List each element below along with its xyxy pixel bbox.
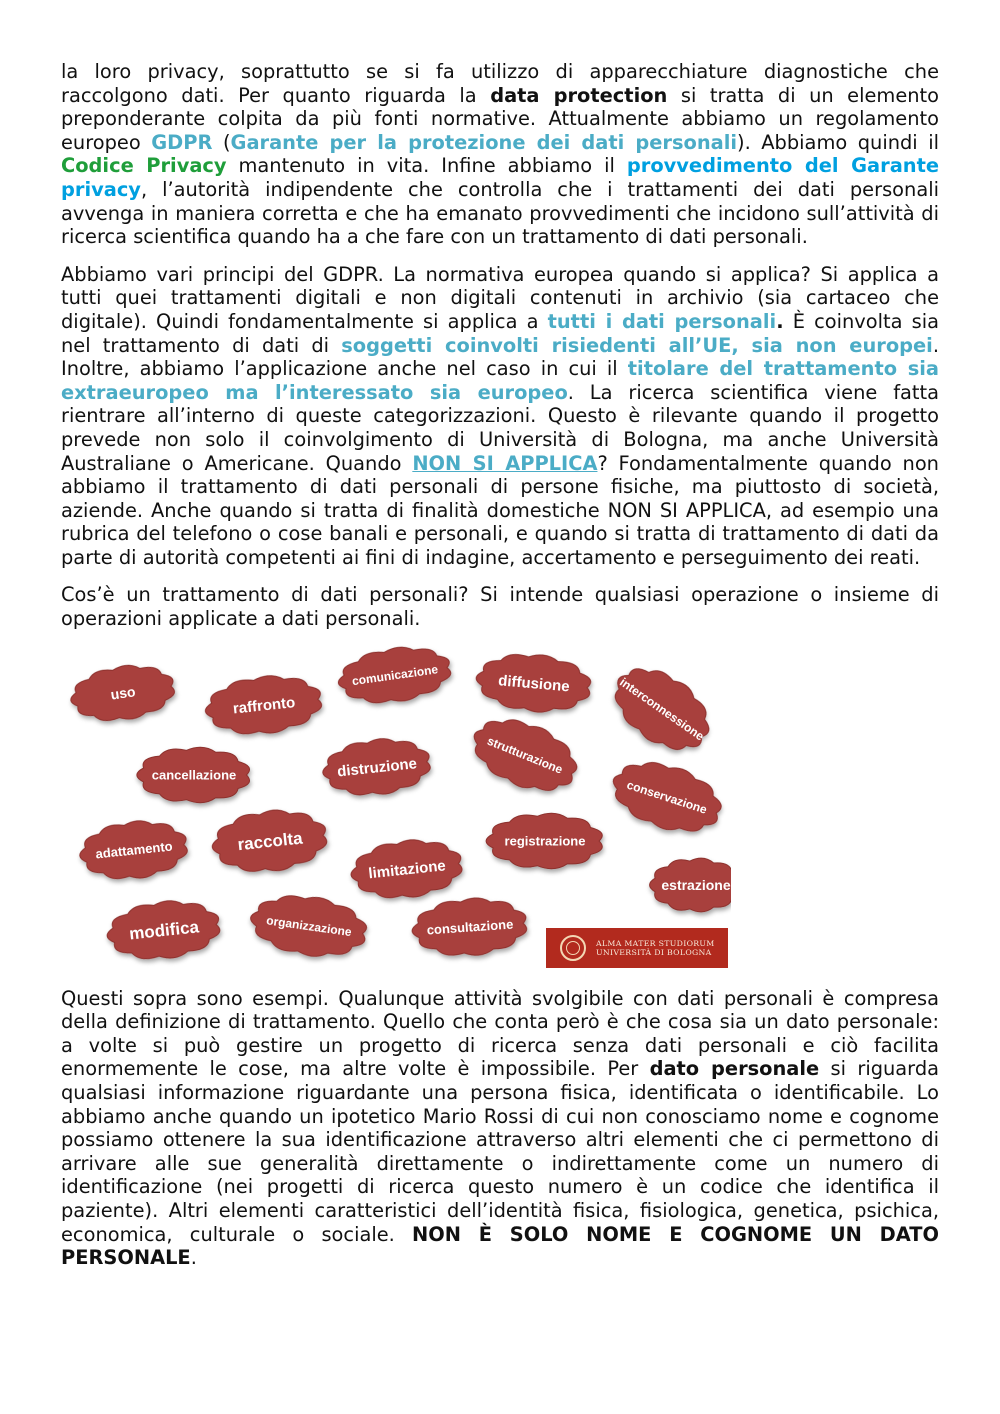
text: si tratta di un elemento preponderante colpita da più fonti normative. Attualmente abbiamo un regolamento europeo [61,83,939,154]
non-si-applica-link[interactable]: NON SI APPLICA [412,451,598,475]
text: ? Fondamentalmente quando non abbiamo il trattamento di dati personali di persone fisiche, ma piuttosto di società, aziende. Anche quando si tratta di finalità domestiche NON SI APPLICA, ad esempio una rubrica del telefono o cose banali e personali, e quando si tratta di trattamento di dati da parte di autorità competenti ai fini di indagine, accertamento e perseguimento dei reati. [61,451,939,569]
term-titolare: titolare del trattamento sia extraeuropeo ma l’interessato sia europeo [61,357,939,404]
cloud-label: consultazione [426,916,514,938]
text: Cos’è un trattamento di dati personali? Si intende qualsiasi operazione o insieme di operazioni applicate a dati personali. [61,583,939,631]
cloud-registrazione [486,813,602,868]
term-data-protection: data protection [490,83,668,107]
cloud-conservazione [604,750,729,844]
term-tutti-dati: tutti i dati personali [547,309,777,333]
cloud-strutturazione [463,705,586,803]
cloud-label: comunicazione [351,661,439,688]
text: . La ricerca scientifica viene fatta rientrare all’interno di queste categorizzazioni. Questo è rilevante quando il progetto prevede non solo il coinvolgimento di Università di Bologna, ma anche Università Australiane o Americane. Quando [61,380,939,475]
cloud-label: registrazione [504,833,586,849]
cloud-comunicazione [335,645,454,710]
text: È coinvolta sia nel trattamento di dati di [61,309,939,357]
text: Questi sopra sono esempi. Qualunque attività svolgibile con dati personali è compresa della definizione di trattamento. Quello che conta però è che cosa sia un dato personale: a volte si può gestire un progetto di ricerca senza dati personali e ciò facilita enormemente le cose, ma altre volte è impossibile. Per [61,986,939,1081]
text: . Inoltre, abbiamo l’applicazione anche nel caso in cui il [61,333,939,381]
text: Abbiamo vari principi del GDPR. La normativa europea quando si applica? Si applica a tutti quei trattamenti digitali e non digitali contenuti in archivio (sia cartaceo che digitale). Quindi fondamentalmente si applica a [61,262,939,333]
text: si riguarda qualsiasi informazione riguardante una persona fisica, identificata o identificabile. Lo abbiamo anche quando un ipotetico Mario Rossi di cui non conosciamo nome e cognome possiamo ottenere la sua identificazione attraverso altri elementi che ci permettono di arrivare alle sue generalità direttamente o indirettamente come un numero di identificazione (nei progetti di ricerca questo numero è un codice che identifica il paziente). Altri elementi caratteristici dell’identità fisica, fisiologica, genetica, psichica, economica, culturale o sociale. [61,1057,940,1246]
paragraph-dato-personale [61,987,939,1270]
cloud-label: conservazione [625,777,709,817]
document-page [61,60,939,1284]
cloud-label: distruzione [336,754,418,781]
term-dato-personale: dato personale [649,1057,820,1081]
cloud-organizzazione [247,888,370,963]
text: . [776,309,784,333]
cloud-label: estrazione [661,876,731,893]
cloud-uso [67,659,177,727]
cloud-label: cancellazione [151,767,237,783]
cloud-label: strutturazione [485,733,565,777]
cloud-label: raffronto [232,693,297,718]
trattamento-operations-figure [61,645,731,975]
term-provvedimento: provvedimento del Garante privacy [61,154,939,201]
cloud-distruzione [320,734,433,800]
cloud-raffronto [202,670,324,739]
text: mantenuto in vita. Infine abbiamo il [226,154,627,178]
text: ( [212,130,231,154]
cloud-cancellazione [137,747,250,802]
text: . [190,1246,197,1270]
term-gdpr: GDPR [151,130,213,154]
emphasis-non-solo: NON È SOLO NOME E COGNOME UN DATO PERSONALE [61,1222,939,1270]
cloud-label: modifica [128,916,200,944]
paragraph-data-protection [61,60,939,249]
text: ). Abbiamo quindi il [737,130,940,154]
cloud-label: uso [109,682,137,703]
cloud-label: diffusione [497,671,571,696]
cloud-label: adattamento [94,838,174,862]
cloud-adattamento [77,816,190,884]
term-soggetti: soggetti coinvolti risiedenti all’UE, sia non europei [341,333,933,357]
seal-icon [560,935,586,961]
paragraph-trattamento [61,583,939,630]
paragraph-gdpr-principles [61,263,939,570]
cloud-label: interconnessione [617,674,707,744]
unibo-logo [546,928,728,968]
cloud-estrazione [650,858,731,912]
term-garante: Garante per la protezione dei dati personali [230,130,738,154]
logo-line-1: ALMA MATER STUDIORUM [596,938,715,948]
cloud-consultazione [410,894,528,959]
cloud-interconnessione [600,651,723,765]
logo-text [596,939,715,957]
cloud-label: organizzazione [265,912,353,939]
cloud-modifica [104,895,222,964]
logo-line-2: UNIVERSITÀ DI BOLOGNA [596,947,712,957]
cloud-limitazione [348,835,464,903]
cloud-label: limitazione [367,856,447,882]
clouds-illustration [61,645,731,975]
text: , l’autorità indipendente che controlla che i trattamenti dei dati personali avvenga in maniera corretta e che ha emanato provvedimenti che incidono sull’attività di ricerca scientifica quando ha a che fare con un trattamento di dati personali. [61,177,939,249]
cloud-diffusione [474,649,593,716]
cloud-label: raccolta [236,828,304,854]
text: la loro privacy, soprattutto se si fa utilizzo di apparecchiature diagnostiche che raccolgono dati. Per quanto riguarda la [61,60,939,107]
term-codice-privacy: Codice Privacy [61,154,227,178]
cloud-raccolta [209,805,329,877]
